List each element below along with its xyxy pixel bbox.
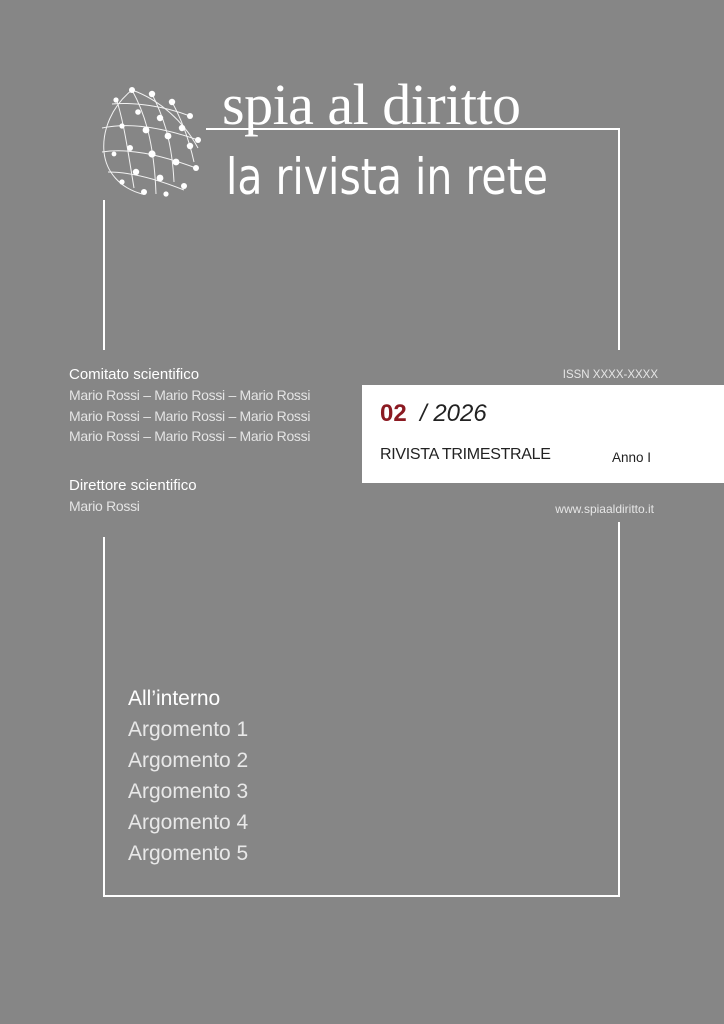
website-link[interactable]: www.spiaaldiritto.it xyxy=(555,502,654,516)
magazine-subtitle: la rivista in rete xyxy=(226,148,548,206)
director-heading: Direttore scientifico xyxy=(69,477,197,494)
committee-heading: Comitato scientifico xyxy=(69,366,200,383)
frame-bottom-line xyxy=(103,895,620,897)
scientific-director xyxy=(69,476,197,517)
contents-heading: All’interno xyxy=(128,687,221,710)
magazine-title: spia al diritto xyxy=(222,72,521,137)
contents-item: Argomento 1 xyxy=(128,718,249,741)
frame-bottom-right-line xyxy=(618,522,620,897)
committee-line: Mario Rossi – Mario Rossi – Mario Rossi xyxy=(69,428,311,444)
contents-item: Argomento 2 xyxy=(128,749,249,772)
committee-line: Mario Rossi – Mario Rossi – Mario Rossi xyxy=(69,387,311,403)
contents-item: Argomento 5 xyxy=(128,842,249,865)
issue-number: 02 xyxy=(380,400,407,427)
issue-box xyxy=(362,385,724,483)
director-name: Mario Rossi xyxy=(69,498,140,514)
issn-code: ISSN XXXX-XXXX xyxy=(562,369,658,381)
frame-top-right-line xyxy=(618,128,620,350)
contents-item: Argomento 4 xyxy=(128,811,249,834)
scientific-committee xyxy=(69,365,349,447)
issue-year: / 2026 xyxy=(420,400,487,427)
committee-line: Mario Rossi – Mario Rossi – Mario Rossi xyxy=(69,407,311,424)
frame-bottom-left-line xyxy=(103,537,105,897)
globe-network-icon xyxy=(94,82,206,200)
issue-type: RIVISTA TRIMESTRALE xyxy=(380,446,551,463)
issue-volume: Anno I xyxy=(612,450,652,465)
contents-item: Argomento 3 xyxy=(128,780,249,803)
contents-section xyxy=(128,684,248,869)
